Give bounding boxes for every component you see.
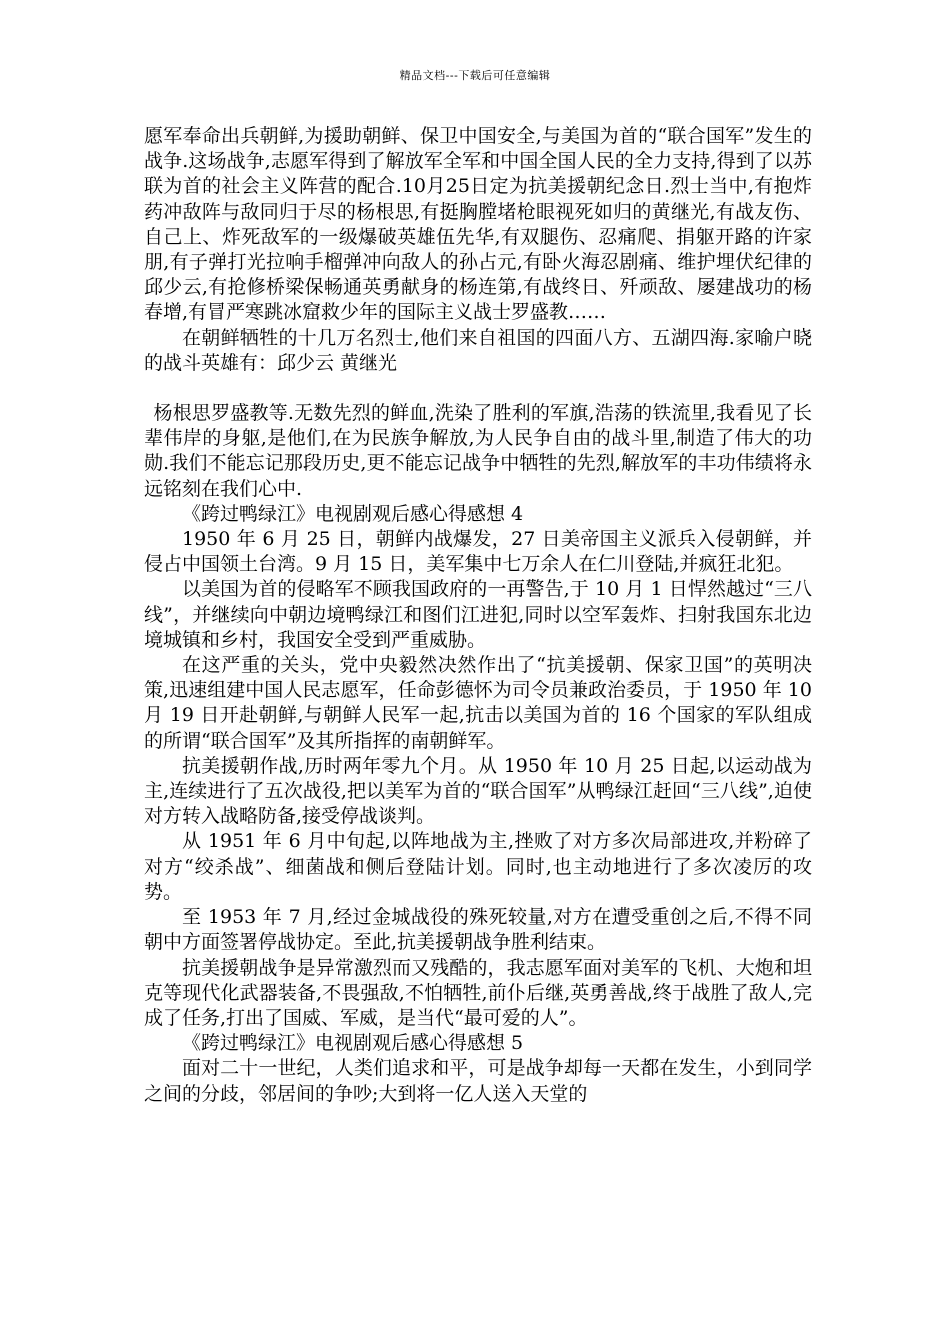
section-heading-5: 《跨过鸭绿江》电视剧观后感心得感想 5	[182, 1032, 524, 1055]
paragraph-1: 愿军奉命出兵朝鲜,为援助朝鲜、保卫中国安全,与美国为首的“联合国军”发生的战争.这场战争,志愿军得到了解放军全军和中国全国人民的全力支持,得到了以苏联为首的社会主义阵营的配合.10月25日定为抗美援朝纪念日.烈士当中,有抱炸药冲敌阵与敌同归于尽的杨根思,有挺胸膛堵枪眼视死如归的黄继光,有战友伤、自己上、炸死敌军的一级爆破英雄伍先华,有双腿伤、忍痛爬、捐躯开路的许家朋,有子弹打光拉响手榴弹冲向敌人的孙占元,有卧火海忍剧痛、维护埋伏纪律的邱少云,有抢修桥梁保畅通英勇献身的杨连第,有战终日、歼顽敌、屡建战功的杨春增,有冒严寒跳冰窟救少年的国际主义战士罗盛教……	[144, 125, 812, 324]
paragraph-8: 从 1951 年 6 月中旬起,以阵地战为主,挫败了对方多次局部进攻,并粉碎了对方“绞杀战”、细菌战和侧后登陆计划。同时,也主动地进行了多次凌厉的攻势。	[144, 830, 812, 903]
paragraph-2: 在朝鲜牺牲的十几万名烈士,他们来自祖国的四面八方、五湖四海.家喻户晓的战斗英雄有：邱少云 黄继光	[144, 326, 812, 374]
paragraph-9: 至 1953 年 7 月,经过金城战役的殊死较量,对方在遭受重创之后,不得不同朝中方面签署停战协定。至此,抗美援朝战争胜利结束。	[144, 906, 812, 954]
page-header: 精品文档---下载后可任意编辑	[399, 69, 551, 82]
paragraph-11: 面对二十一世纪，人类们追求和平，可是战争却每一天都在发生，小到同学之间的分歧，邻居间的争吵;大到将一亿人送入天堂的	[144, 1057, 812, 1105]
section-heading-4: 《跨过鸭绿江》电视剧观后感心得感想 4	[182, 502, 524, 525]
document-body	[144, 124, 812, 1107]
blank-line	[144, 376, 812, 401]
paragraph-6: 在这严重的关头，党中央毅然决然作出了“抗美援朝、保家卫国”的英明决策,迅速组建中国人民志愿军，任命彭德怀为司令员兼政治委员，于 1950 年 10 月 19 日开赴朝鲜,与朝鲜人民军一起,抗击以美国为首的 16 个国家的军队组成的所谓“联合国军”及其所指挥的南朝鲜军。	[144, 654, 812, 752]
paragraph-7: 抗美援朝作战,历时两年零九个月。从 1950 年 10 月 25 日起,以运动战为主,连续进行了五次战役,把以美军为首的“联合国军”从鸭绿江赶回“三八线”,迫使对方转入战略防备,接受停战谈判。	[144, 754, 812, 828]
paragraph-5: 以美国为首的侵略军不顾我国政府的一再警告,于 10 月 1 日悍然越过“三八线”，并继续向中朝边境鸭绿江和图们江进犯,同时以空军轰炸、扫射我国东北边境城镇和乡村，我国安全受到严重威胁。	[144, 578, 812, 651]
paragraph-4: 1950 年 6 月 25 日，朝鲜内战爆发，27 日美帝国主义派兵入侵朝鲜，并侵占中国领土台湾。9 月 15 日，美军集中七万余人在仁川登陆,并疯狂北犯。	[144, 528, 812, 576]
paragraph-3: 杨根思罗盛教等.无数先烈的鲜血,洗染了胜利的军旗,浩荡的铁流里,我看见了长辈伟岸的身躯,是他们,在为民族争解放,为人民争自由的战斗里,制造了伟大的功勋.我们不能忘记那段历史,更不能忘记战争中牺牲的先烈,解放军的丰功伟绩将永远铭刻在我们心中.	[144, 402, 812, 500]
paragraph-10: 抗美援朝战争是异常激烈而又残酷的，我志愿军面对美军的飞机、大炮和坦克等现代化武器装备,不畏强敌,不怕牺牲,前仆后继,英勇善战,终于战胜了敌人,完成了任务,打出了国威、军威，是当代“最可爱的人”。	[144, 956, 812, 1029]
